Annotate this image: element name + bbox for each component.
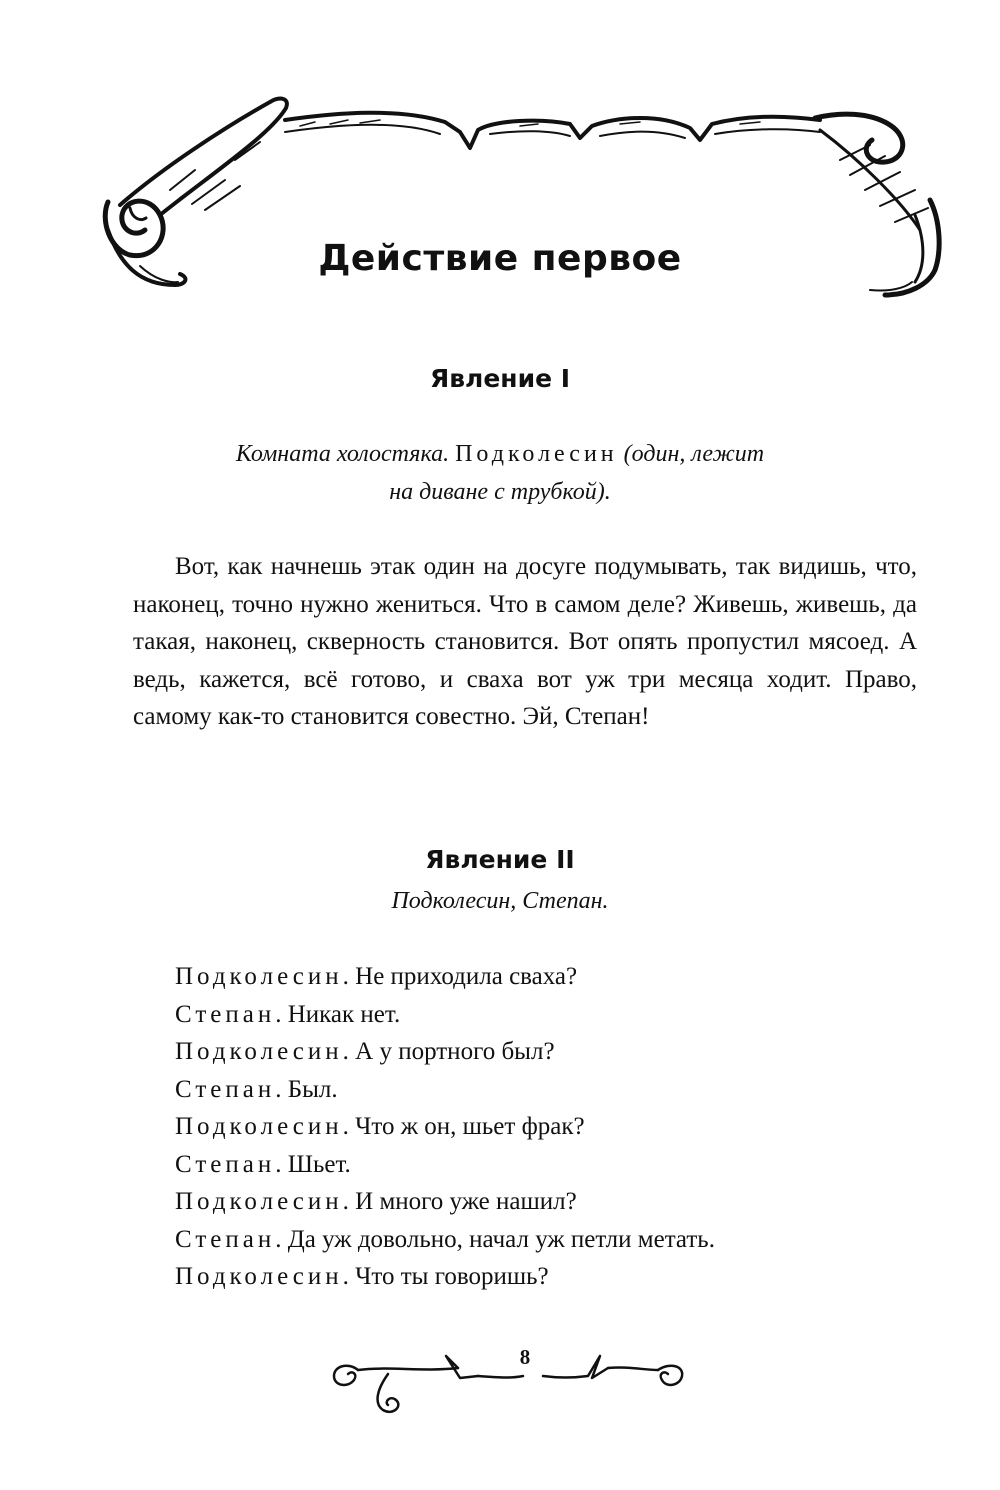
scene2-stage-direction: Подколесин, Степан. [391,888,609,914]
dialogue-line: Степан. Да уж довольно, начал уж петли метать. [175,1225,715,1253]
speaker-name: Подколесин [175,1188,343,1215]
line-text: А у портного был? [355,1038,555,1065]
dialogue-list [175,958,715,1296]
scene1-stage-direction [0,435,1000,511]
dialogue-line: Степан. Шьет. [175,1150,351,1178]
speaker-name: Подколесин [175,963,343,990]
dialogue-line: Подколесин. Не приходила сваха? [175,963,578,990]
speaker-name: Степан [175,1150,276,1178]
dialogue-line: Степан. Никак нет. [175,1000,401,1028]
dialogue-line: Степан. Был. [175,1075,338,1103]
stage-line-2: на диване с трубкой). [389,479,611,505]
stage-line-1 [0,435,1000,473]
speaker-name: Степан [175,1225,276,1253]
act-title: Действие первое [318,238,682,279]
stage-prefix: Комната холостяка. [235,441,450,467]
line-text: Что ты говоришь? [355,1263,549,1290]
speaker-name: Подколесин [175,1038,343,1065]
line-text: Шьет. [287,1150,351,1178]
speaker-name: Степан [175,1075,276,1103]
scene1-title: Явление I [429,364,571,393]
speaker-name: Степан [175,1000,276,1028]
dialogue-line: Подколесин. И много уже нашил? [175,1188,577,1215]
stage-speaker: Подколесин [455,441,618,467]
line-text: Что ж он, шьет фрак? [355,1113,585,1140]
dialogue-line: Подколесин. Что ты говоришь? [175,1263,549,1290]
line-text: Был. [287,1075,338,1103]
line-text: Никак нет. [287,1000,401,1028]
monologue-paragraph: Вот, как начнешь этак один на досуге подумывать, так видишь, что, наконец, точно нужно жениться. Что в самом деле? Живешь, живешь, да такая, наконец, скверность становится. Вот опять пропустил мясоед. А ведь, кажется, всё готово, и сваха вот уж три месяца ходит. Право, самому как-то становится совестно. Эй, Степан! [133,553,917,730]
line-text: Не приходила сваха? [355,963,578,990]
dialogue-line: Подколесин. А у портного был? [175,1038,555,1065]
dialogue-line: Подколесин. Что ж он, шьет фрак? [175,1113,585,1140]
line-text: И много уже нашил? [355,1188,577,1215]
line-text: Да уж довольно, начал уж петли метать. [287,1225,715,1253]
scene2-title: Явление II [425,845,575,874]
speaker-name: Подколесин [175,1113,343,1140]
speaker-name: Подколесин [175,1263,343,1290]
stage-suffix-1: (один, лежит [623,441,765,467]
page-number: 8 [519,1345,531,1369]
